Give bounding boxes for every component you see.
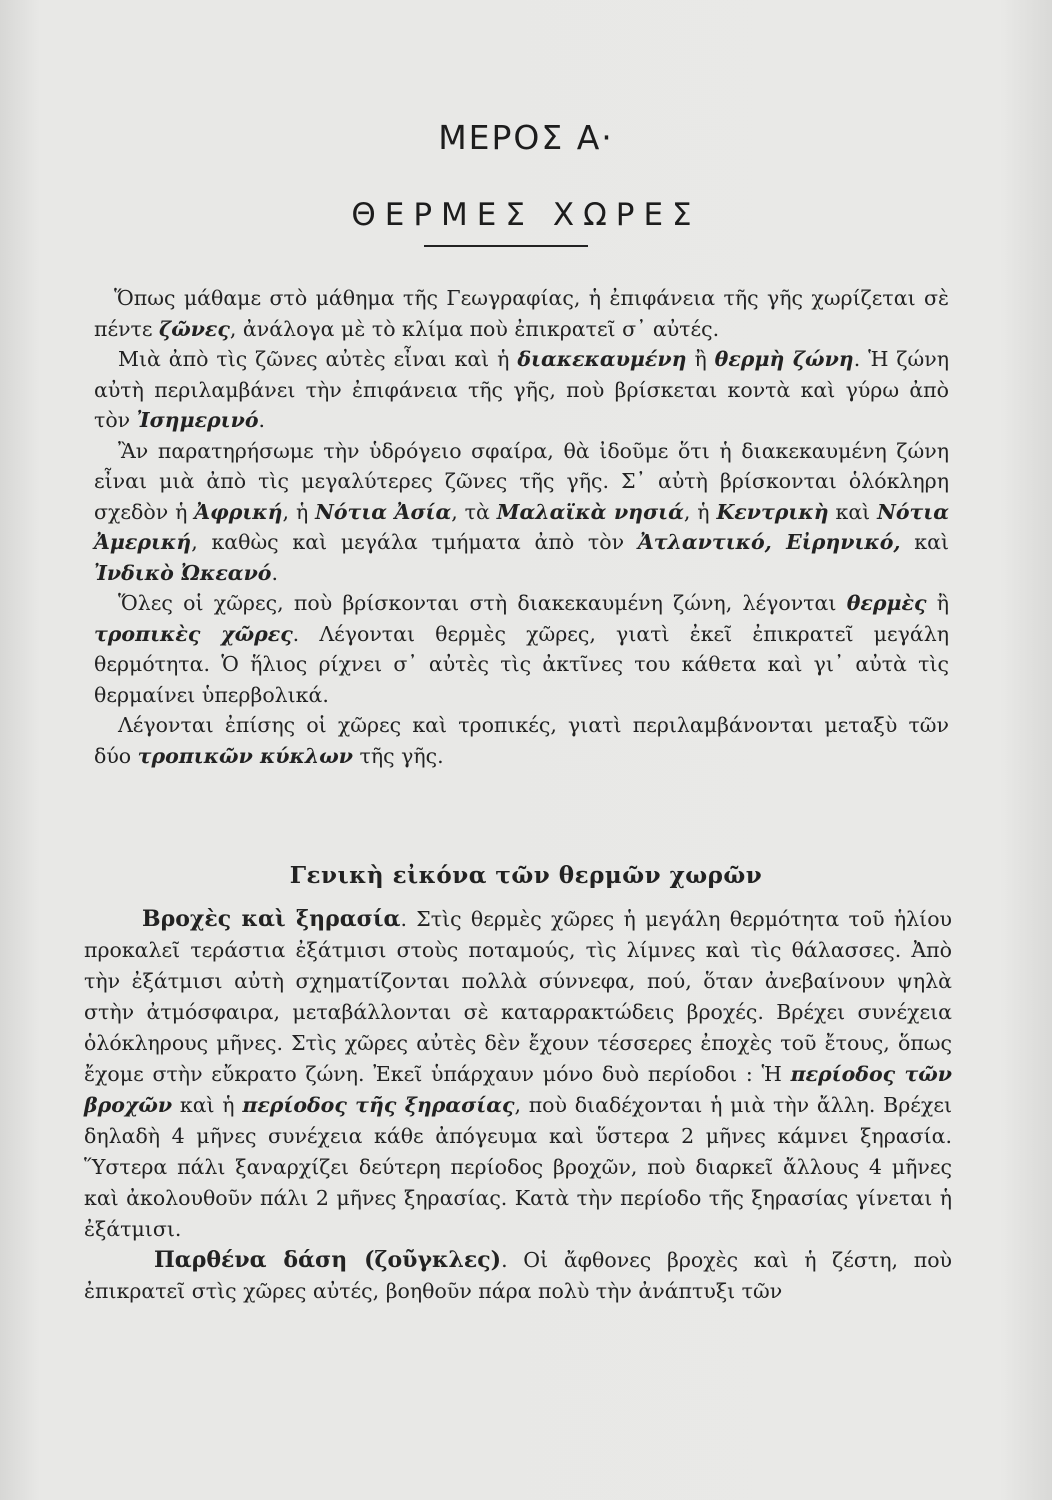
paragraph-1: Ὅπως μάθαμε στὸ μάθημα τῆς Γεωγραφίας, ἡ ἐπιφάνεια τῆς γῆς χωρίζεται σὲ πέντε ζῶνες, ἀνάλογα μὲ τὸ κλίμα ποὺ ἐπικρατεῖ σ᾿ αὐτές. — [94, 286, 949, 341]
run-in-heading: Βροχὲς καὶ ξηρασία — [142, 906, 401, 932]
intro-text — [94, 283, 949, 771]
chapter-title: ΘΕΡΜΕΣ ΧΩΡΕΣ — [351, 197, 701, 233]
title-underline — [424, 245, 588, 247]
paragraph-rain-drought: Βροχὲς καὶ ξηρασία. Στὶς θερμὲς χῶρες ἡ μεγάλη θερμότητα τοῦ ἡλίου προκαλεῖ τεράστια ἐξάτμισι στοὺς ποταμούς, τὶς λίμνες καὶ τὶς θάλασσες. Ἀπὸ τὴν ἐξάτμισι αὐτὴ σχηματίζονται πολλὰ σύννεφα, πού, ὅταν ἀνεβαίνουν ψηλὰ στὴν ἀτμόσφαιρα, μεταβάλλονται σὲ καταρρακτώδεις βροχές. Βρέχει συνέχεια ὁλόκληρους μῆνες. Στὶς χῶρες αὐτὲς δὲν ἔχουν τέσσερες ἐποχὲς τοῦ ἔτους, ὅπως ἔχομε στὴν εὔκρατο ζώνη. Ἐκεῖ ὑπάρχαυν μόνο δυὸ περίοδοι : Ἡ περίοδος τῶν βροχῶν καὶ ἡ περίοδος τῆς ξηρασίας, ποὺ διαδέχονται ἡ μιὰ τὴν ἄλλη. Βρέχει δηλαδὴ 4 μῆνες συνέχεια κάθε ἀπόγευμα καὶ ὕστερα 2 μῆνες κάμνει ξηρασία. Ὕστερα πάλι ξαναρχίζει δεύτερη περίοδος βροχῶν, ποὺ διαρκεῖ ἄλλους 4 μῆνες καὶ ἀκολουθοῦν πάλι 2 μῆνες ξηρασίας. Κατὰ τὴν περίοδο τῆς ξηρασίας γίνεται ἡ ἐξάτμισι. — [84, 906, 952, 1241]
section-text — [84, 904, 952, 1307]
paragraph-3: Ἂν παρατηρήσωμε τὴν ὑδρόγειο σφαίρα, θὰ ἰδοῦμε ὅτι ἡ διακεκαυμένη ζώνη εἶναι μιὰ ἀπὸ τὶς μεγαλύτερες ζῶνες τῆς γῆς. Σ᾿ αὐτὴ βρίσκονται ὁλόκληρη σχεδὸν ἡ Ἀφρική, ἡ Νότια Ἀσία, τὰ Μαλαϊκὰ νησιά, ἡ Κεντρικὴ καὶ Νότια Ἀμερική, καθὼς καὶ μεγάλα τμήματα ἀπὸ τὸν Ἀτλαντικό, Εἰρηνικό, καὶ Ἰνδικὸ Ὠκεανό. — [94, 438, 950, 585]
paragraph-5: Λέγονται ἐπίσης οἱ χῶρες καὶ τροπικές, γιατὶ περιλαμβάνονται μεταξὺ τῶν δύο τροπικῶν κύκλων τῆς γῆς. — [94, 713, 949, 768]
paragraph-4: Ὅλες οἱ χῶρες, ποὺ βρίσκονται στὴ διακεκαυμένη ζώνη, λέγονται θερμὲς ἢ τροπικὲς χῶρες. Λέγονται θερμὲς χῶρες, γιατὶ ἐκεῖ ἐπικρατεῖ μεγάλη θερμότητα. Ὁ ἥλιος ρίχνει σ᾿ αὐτὲς τὶς ἀκτῖνες του κάθετα καὶ γι᾿ αὐτὰ τὶς θερμαίνει ὑπερβολικά. — [94, 591, 949, 707]
run-in-heading: Παρθένα δάση (ζοῦγκλες) — [154, 1247, 502, 1273]
paragraph-2: Μιὰ ἀπὸ τὶς ζῶνες αὐτὲς εἶναι καὶ ἡ διακεκαυμένη ἢ θερμὴ ζώνη. Ἡ ζώνη αὐτὴ περιλαμβάνει τὴν ἐπιφάνεια τῆς γῆς, ποὺ βρίσκεται κοντὰ καὶ γύρω ἀπὸ τὸν Ἰσημερινό. — [94, 347, 949, 432]
part-title: ΜΕΡΟΣ Α· — [438, 118, 614, 157]
paragraph-jungles: Παρθένα δάση (ζοῦγκλες). Οἱ ἄφθονες βροχὲς καὶ ἡ ζέστη, ποὺ ἐπικρατεῖ στὶς χῶρες αὐτές, βοηθοῦν πάρα πολὺ τὴν ἀνάπτυξι τῶν — [84, 1247, 953, 1303]
section-heading: Γενικὴ εἰκόνα τῶν θερμῶν χωρῶν — [289, 862, 763, 889]
